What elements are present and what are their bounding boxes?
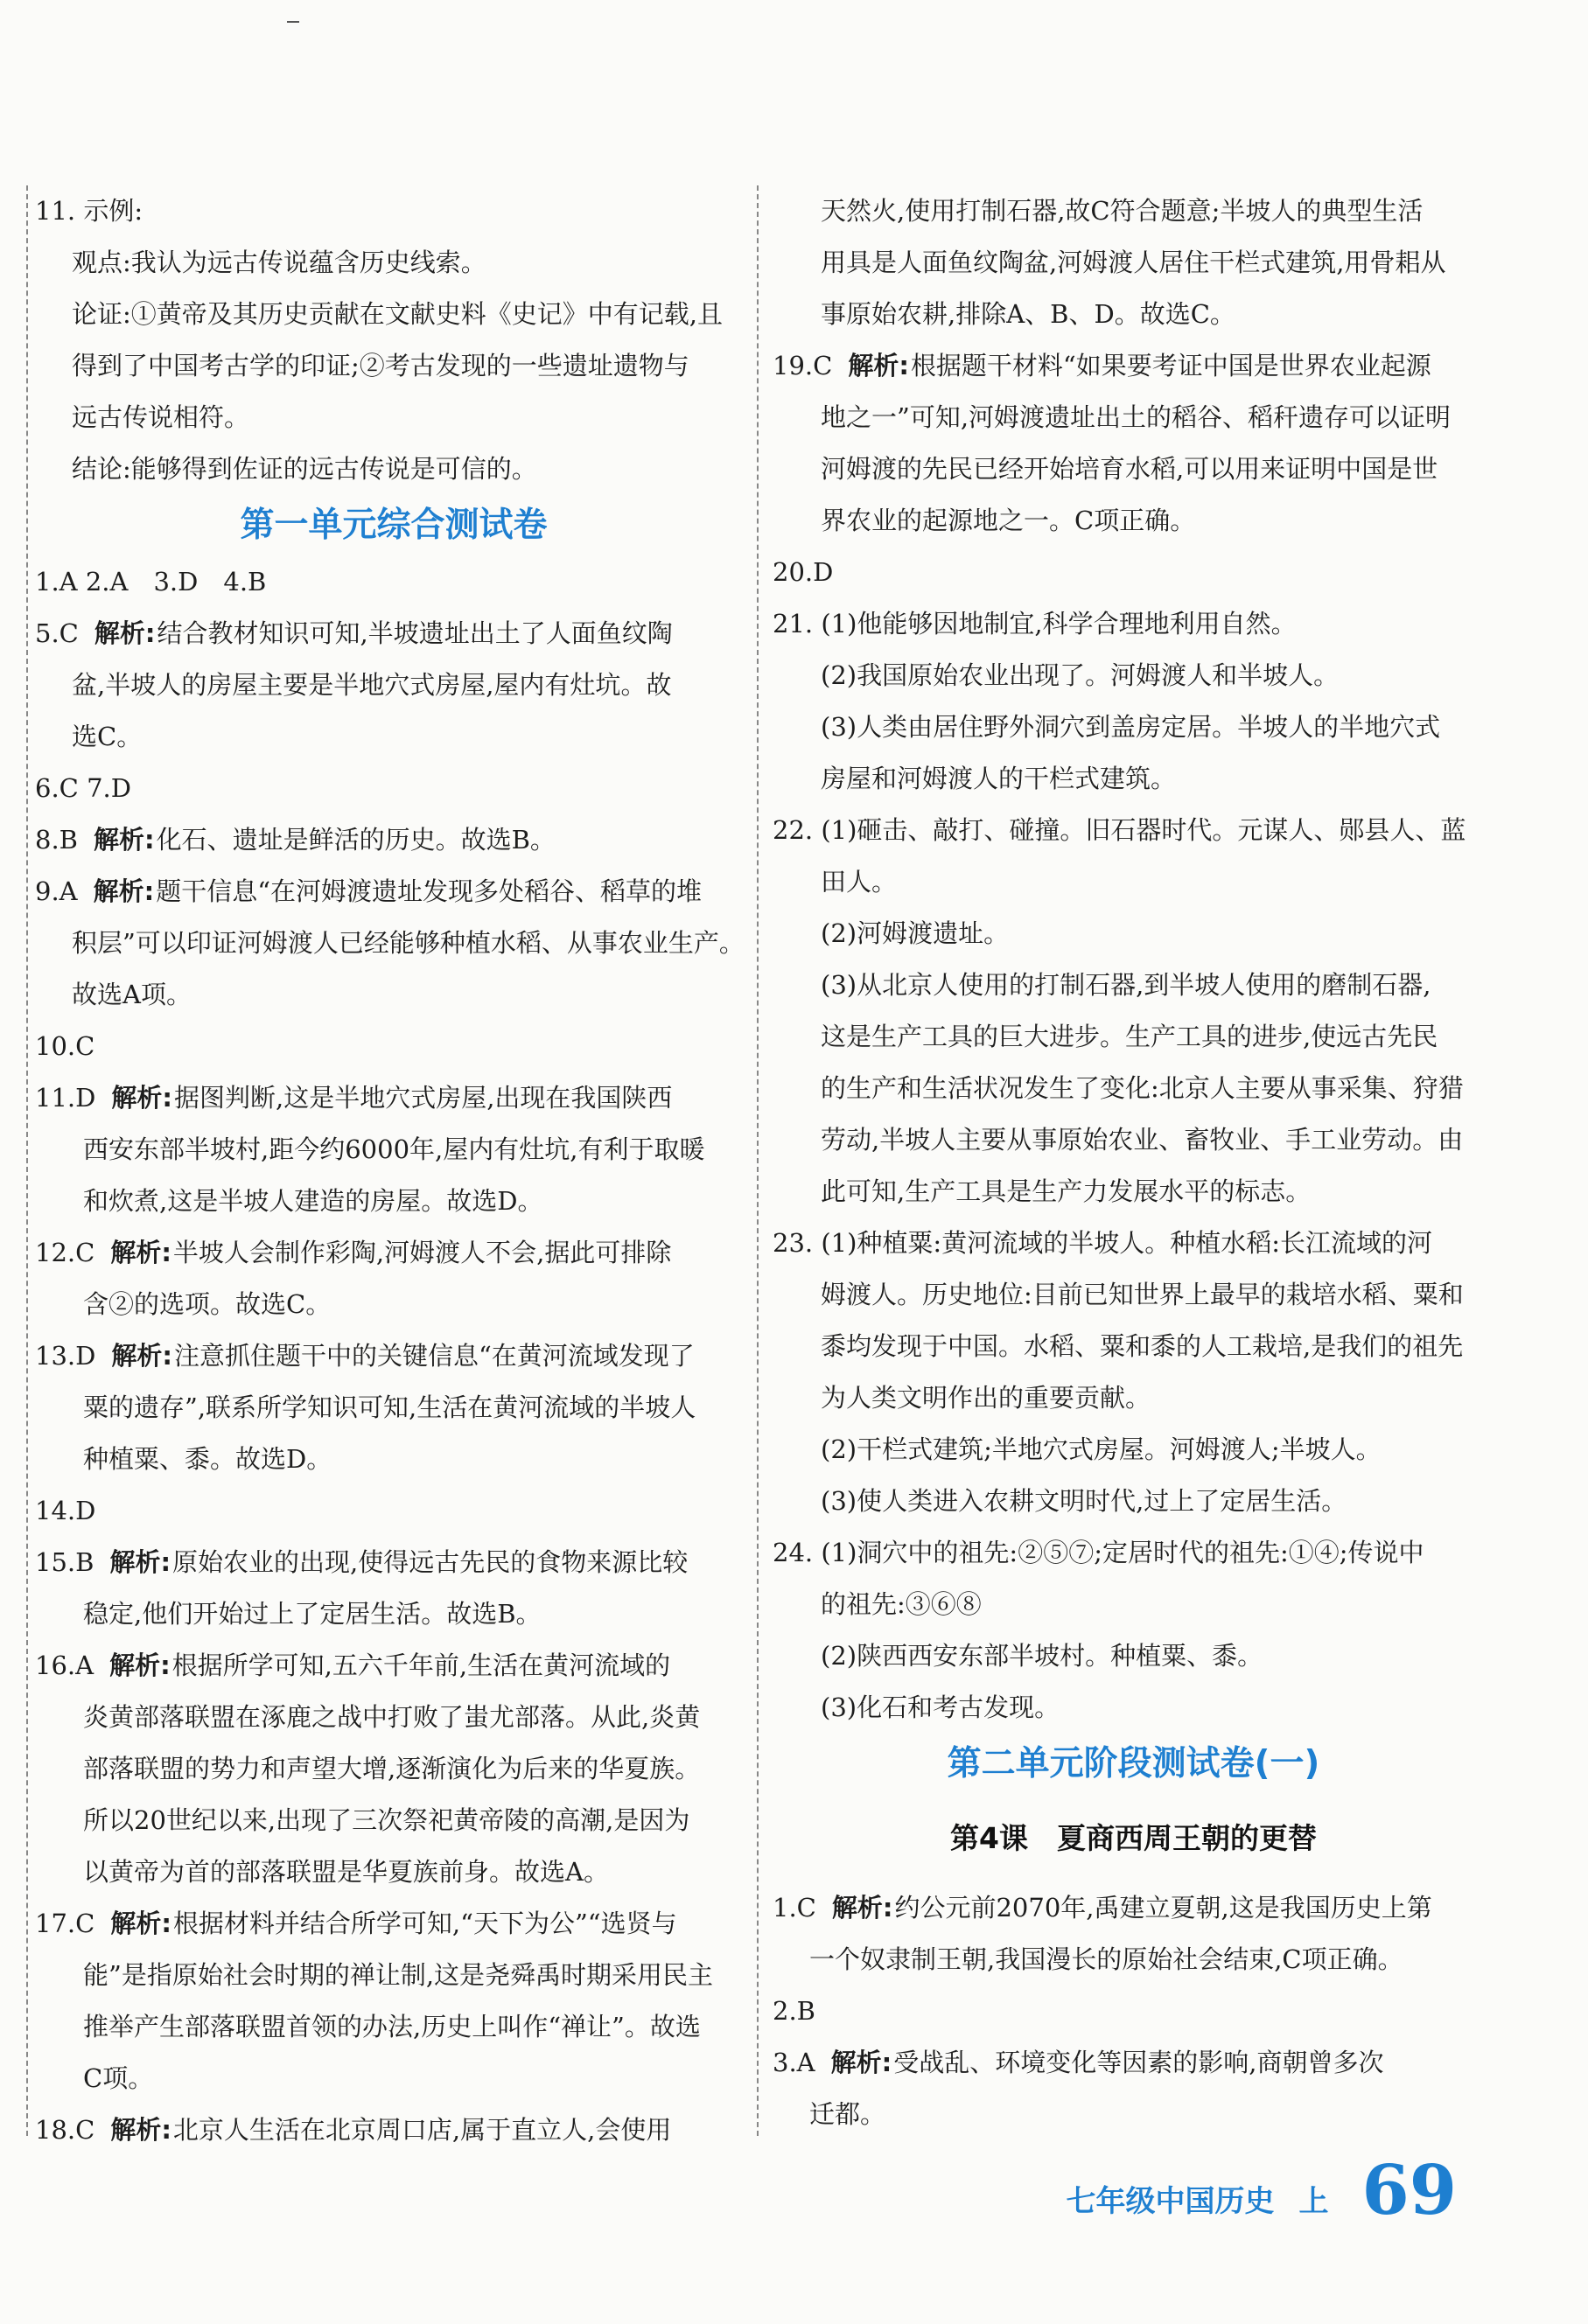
answer-text: 结合教材知识可知,半坡遗址出土了人面鱼纹陶 [157, 618, 673, 648]
analysis-label: 解析: [109, 1547, 171, 1577]
answer-text: 所以20世纪以来,出现了三次祭祀黄帝陵的高潮,是因为 [83, 1805, 690, 1835]
question-number: 11.D [35, 1083, 96, 1113]
question-number: 6.C [35, 773, 79, 803]
answer-item [35, 1537, 752, 1588]
answer-item [35, 1227, 752, 1279]
answer-line [773, 753, 1494, 805]
answer-line [773, 1630, 1494, 1682]
answer-line [35, 1176, 752, 1227]
answer-item [35, 556, 752, 608]
answer-line [773, 1166, 1494, 1218]
answer-text: 盆,半坡人的房屋主要是半地穴式房屋,屋内有灶坑。故 [72, 670, 672, 700]
answer-text: 7.D [87, 773, 131, 803]
book-title: 七年级中国历史 [1066, 2184, 1275, 2219]
answer-item [773, 2037, 1494, 2089]
answer-item [773, 1527, 1494, 1579]
answer-text: 推举产生部落联盟首领的办法,历史上叫作“禅让”。故选 [83, 2012, 701, 2041]
answer-item [35, 2104, 752, 2156]
answer-text: 黍均发现于中国。水稻、粟和黍的人工栽培,是我们的祖先 [821, 1331, 1464, 1361]
answer-item [35, 1021, 752, 1072]
answer-line [35, 1692, 752, 1743]
answer-text: 结论:能够得到佐证的远古传说是可信的。 [72, 454, 537, 484]
answer-text: 根据材料并结合所学可知,“天下为公”“选贤与 [172, 1909, 677, 1938]
answer-text: 炎黄部落联盟在涿鹿之战中打败了蚩尤部落。从此,炎黄 [83, 1702, 701, 1732]
question-number: 8.B [35, 825, 78, 855]
answer-text: 得到了中国考古学的印证;②考古发现的一些遗址遗物与 [72, 351, 689, 380]
answer-text: 远古传说相符。 [72, 402, 250, 432]
analysis-label: 解析: [830, 2048, 892, 2077]
answer-line [773, 1063, 1494, 1114]
answer-text: 房屋和河姆渡人的干栏式建筑。 [821, 764, 1177, 793]
analysis-label: 解析: [93, 825, 155, 855]
question-number: 10.C [35, 1031, 95, 1061]
answer-text: (2)河姆渡遗址。 [821, 918, 1010, 948]
question-number: 1.A [35, 567, 78, 597]
answer-line [773, 1269, 1494, 1321]
section-title: 第二单元阶段测试卷(一) [947, 1744, 1320, 1783]
answer-text: 稳定,他们开始过上了定居生活。故选B。 [83, 1599, 542, 1629]
answer-line [773, 443, 1494, 495]
answer-text: 的祖先:③⑥⑧ [821, 1589, 982, 1619]
answer-text: (2)干栏式建筑;半地穴式房屋。河姆渡人;半坡人。 [821, 1434, 1382, 1464]
answer-text: 北京人生活在北京周口店,属于直立人,会使用 [172, 2115, 672, 2145]
page-footer [1066, 2147, 1457, 2230]
left-column [35, 185, 752, 2156]
answer-line [35, 918, 752, 969]
answer-text: 示例: [83, 196, 143, 226]
analysis-label: 解析: [110, 1909, 171, 1938]
question-number: 24. [773, 1538, 814, 1567]
question-number: 20.D [773, 557, 834, 587]
answer-item [773, 1882, 1494, 1934]
answer-line [35, 1279, 752, 1330]
question-number: 3.A [773, 2048, 815, 2077]
answer-line [773, 1682, 1494, 1734]
answer-text: 约公元前2070年,禹建立夏朝,这是我国历史上第 [894, 1893, 1432, 1923]
question-number: 15.B [35, 1547, 94, 1577]
analysis-label: 解析: [111, 1341, 172, 1371]
answer-text: 原始农业的出现,使得远古先民的食物来源比较 [172, 1547, 689, 1577]
answer-line [773, 908, 1494, 960]
answer-line [773, 856, 1494, 908]
answer-line [35, 1588, 752, 1640]
answer-line [35, 1124, 752, 1176]
answer-text: 2.A 3.D 4.B [85, 567, 267, 597]
question-number: 16.A [35, 1651, 94, 1680]
answer-text: 据图判断,这是半地穴式房屋,出现在我国陕西 [173, 1083, 673, 1113]
answer-text: 积层”可以印证河姆渡人已经能够种植水稻、从事农业生产。 [72, 928, 745, 958]
answer-text: 粟的遗存”,联系所学知识可知,生活在黄河流域的半坡人 [83, 1392, 696, 1422]
page-number: 69 [1361, 2151, 1457, 2230]
question-number: 18.C [35, 2115, 95, 2145]
lesson-title: 第4课 夏商西周王朝的更替 [950, 1821, 1317, 1855]
answer-line [773, 1424, 1494, 1476]
answer-item [35, 1485, 752, 1537]
answer-text: 迁都。 [809, 2099, 886, 2129]
answer-line [773, 1934, 1494, 1986]
answer-line [35, 340, 752, 392]
answer-text: C项。 [83, 2063, 154, 2093]
answer-text: 的生产和生活状况发生了变化:北京人主要从事采集、狩猎 [821, 1073, 1464, 1103]
answer-text: 事原始农耕,排除A、B、D。故选C。 [821, 299, 1235, 329]
analysis-label: 解析: [94, 618, 156, 648]
answer-text: 此可知,生产工具是生产力发展水平的标志。 [821, 1176, 1312, 1206]
answer-line [773, 1321, 1494, 1372]
answer-line [773, 1372, 1494, 1424]
answer-text: (3)人类由居住野外洞穴到盖房定居。半坡人的半地穴式 [821, 712, 1441, 742]
answer-line [35, 1382, 752, 1434]
answer-text: (3)从北京人使用的打制石器,到半坡人使用的磨制石器, [821, 970, 1431, 1000]
answer-line [773, 289, 1494, 340]
answer-line [35, 660, 752, 711]
answer-line [35, 2053, 752, 2104]
question-number: 12.C [35, 1238, 95, 1267]
answer-item [35, 608, 752, 660]
answer-item [773, 805, 1494, 856]
answer-text: 西安东部半坡村,距今约6000年,屋内有灶坑,有利于取暖 [83, 1134, 705, 1164]
answer-text: (3)化石和考古发现。 [821, 1692, 1060, 1722]
answer-line [35, 1950, 752, 2001]
question-number: 1.C [773, 1893, 816, 1923]
question-number: 21. [773, 609, 814, 639]
answer-line [773, 1114, 1494, 1166]
left-margin-rule [26, 185, 28, 2136]
answer-item [773, 1986, 1494, 2037]
answer-line [773, 701, 1494, 753]
answer-text: 半坡人会制作彩陶,河姆渡人不会,据此可排除 [172, 1238, 672, 1267]
answer-line [35, 392, 752, 443]
answer-text: 论证:①黄帝及其历史贡献在文献史料《史记》中有记载,且 [72, 299, 723, 329]
analysis-label: 解析: [109, 1651, 171, 1680]
section-title: 第一单元综合测试卷 [240, 506, 548, 545]
answer-text: (1)种植粟:黄河流域的半坡人。种植水稻:长江流域的河 [821, 1228, 1432, 1258]
answer-line [773, 2089, 1494, 2140]
analysis-label: 解析: [110, 1238, 171, 1267]
right-column [773, 185, 1494, 2140]
answer-line [773, 185, 1494, 237]
question-number: 17.C [35, 1909, 95, 1938]
question-number: 5.C [35, 618, 79, 648]
answer-line [35, 2001, 752, 2053]
answer-item [35, 185, 752, 237]
answer-item [35, 763, 752, 814]
volume-label: 上 [1298, 2184, 1329, 2219]
question-number: 9.A [35, 876, 78, 906]
analysis-label: 解析: [848, 351, 909, 380]
answer-item [35, 1072, 752, 1124]
top-mark [287, 21, 299, 23]
answer-line [35, 289, 752, 340]
answer-line [35, 1434, 752, 1485]
answer-line [773, 495, 1494, 547]
answer-text: (2)我国原始农业出现了。河姆渡人和半坡人。 [821, 660, 1340, 690]
answer-text: 故选A项。 [72, 980, 192, 1009]
answer-item [773, 1218, 1494, 1269]
answer-text: 界农业的起源地之一。C项正确。 [821, 506, 1196, 535]
answer-text: 根据所学可知,五六千年前,生活在黄河流域的 [171, 1651, 671, 1680]
column-divider [757, 185, 759, 2136]
answer-text: 用具是人面鱼纹陶盆,河姆渡人居住干栏式建筑,用骨耜从 [821, 248, 1446, 277]
answer-text: 化石、遗址是鲜活的历史。故选B。 [156, 825, 556, 855]
answer-item [773, 340, 1494, 392]
answer-line [773, 960, 1494, 1011]
answer-line [35, 1795, 752, 1846]
analysis-label: 解析: [110, 2115, 171, 2145]
question-number: 13.D [35, 1341, 96, 1371]
question-number: 2.B [773, 1996, 815, 2026]
analysis-label: 解析: [831, 1893, 893, 1923]
answer-text: 注意抓住题干中的关键信息“在黄河流域发现了 [173, 1341, 695, 1371]
answer-text: 观点:我认为远古传说蕴含历史线索。 [72, 248, 486, 277]
answer-text: 劳动,半坡人主要从事原始农业、畜牧业、手工业劳动。由 [821, 1125, 1464, 1155]
answer-text: 根据题干材料“如果要考证中国是世界农业起源 [910, 351, 1431, 380]
answer-text: (2)陕西西安东部半坡村。种植粟、黍。 [821, 1641, 1263, 1671]
answer-text: (1)他能够因地制宜,科学合理地利用自然。 [821, 609, 1297, 639]
answer-text: 地之一”可知,河姆渡遗址出土的稻谷、稻秆遗存可以证明 [821, 402, 1452, 432]
question-number: 19.C [773, 351, 833, 380]
answer-text: (3)使人类进入农耕文明时代,过上了定居生活。 [821, 1486, 1347, 1516]
answer-text: 天然火,使用打制石器,故C符合题意;半坡人的典型生活 [821, 196, 1424, 226]
answer-line [773, 1011, 1494, 1063]
answer-text: 以黄帝为首的部落联盟是华夏族前身。故选A。 [83, 1857, 609, 1887]
analysis-label: 解析: [111, 1083, 172, 1113]
answer-item [773, 598, 1494, 650]
answer-text: (1)砸击、敲打、碰撞。旧石器时代。元谋人、郧县人、蓝 [821, 815, 1466, 845]
answer-line [35, 237, 752, 289]
answer-line [35, 1743, 752, 1795]
answer-text: (1)洞穴中的祖先:②⑤⑦;定居时代的祖先:①④;传说中 [821, 1538, 1424, 1567]
answer-line [773, 237, 1494, 289]
analysis-label: 解析: [93, 876, 155, 906]
answer-item [773, 547, 1494, 598]
answer-line [773, 392, 1494, 443]
question-number: 11. [35, 196, 76, 226]
answer-line [35, 711, 752, 763]
answer-text: 为人类文明作出的重要贡献。 [821, 1383, 1151, 1413]
answer-text: 河姆渡的先民已经开始培育水稻,可以用来证明中国是世 [821, 454, 1438, 484]
answer-line [773, 1476, 1494, 1527]
answer-text: 能”是指原始社会时期的禅让制,这是尧舜禹时期采用民主 [83, 1960, 714, 1990]
answer-item [35, 1330, 752, 1382]
answer-text: 含②的选项。故选C。 [83, 1289, 332, 1319]
answer-text: 这是生产工具的巨大进步。生产工具的进步,使远古先民 [821, 1022, 1438, 1051]
answer-text: 田人。 [821, 867, 898, 897]
answer-text: 受战乱、环境变化等因素的影响,商朝曾多次 [893, 2048, 1384, 2077]
answer-item [35, 866, 752, 918]
answer-line [773, 1579, 1494, 1630]
answer-line [773, 650, 1494, 701]
answer-text: 和炊煮,这是半坡人建造的房屋。故选D。 [83, 1186, 543, 1216]
answer-line [35, 443, 752, 495]
answer-item [35, 1898, 752, 1950]
answer-text: 部落联盟的势力和声望大增,逐渐演化为后来的华夏族。 [83, 1754, 701, 1783]
answer-text: 题干信息“在河姆渡遗址发现多处稻谷、稻草的堆 [156, 876, 703, 906]
question-number: 22. [773, 815, 814, 845]
question-number: 14.D [35, 1496, 96, 1525]
answer-item [35, 814, 752, 866]
answer-line [35, 969, 752, 1021]
answer-text: 姆渡人。历史地位:目前已知世界上最早的栽培水稻、粟和 [821, 1280, 1464, 1309]
answer-text: 种植粟、黍。故选D。 [83, 1444, 332, 1474]
answer-line [35, 1846, 752, 1898]
answer-item [35, 1640, 752, 1692]
answer-text: 选C。 [72, 722, 143, 751]
answer-text: 一个奴隶制王朝,我国漫长的原始社会结束,C项正确。 [809, 1944, 1403, 1974]
question-number: 23. [773, 1228, 814, 1258]
